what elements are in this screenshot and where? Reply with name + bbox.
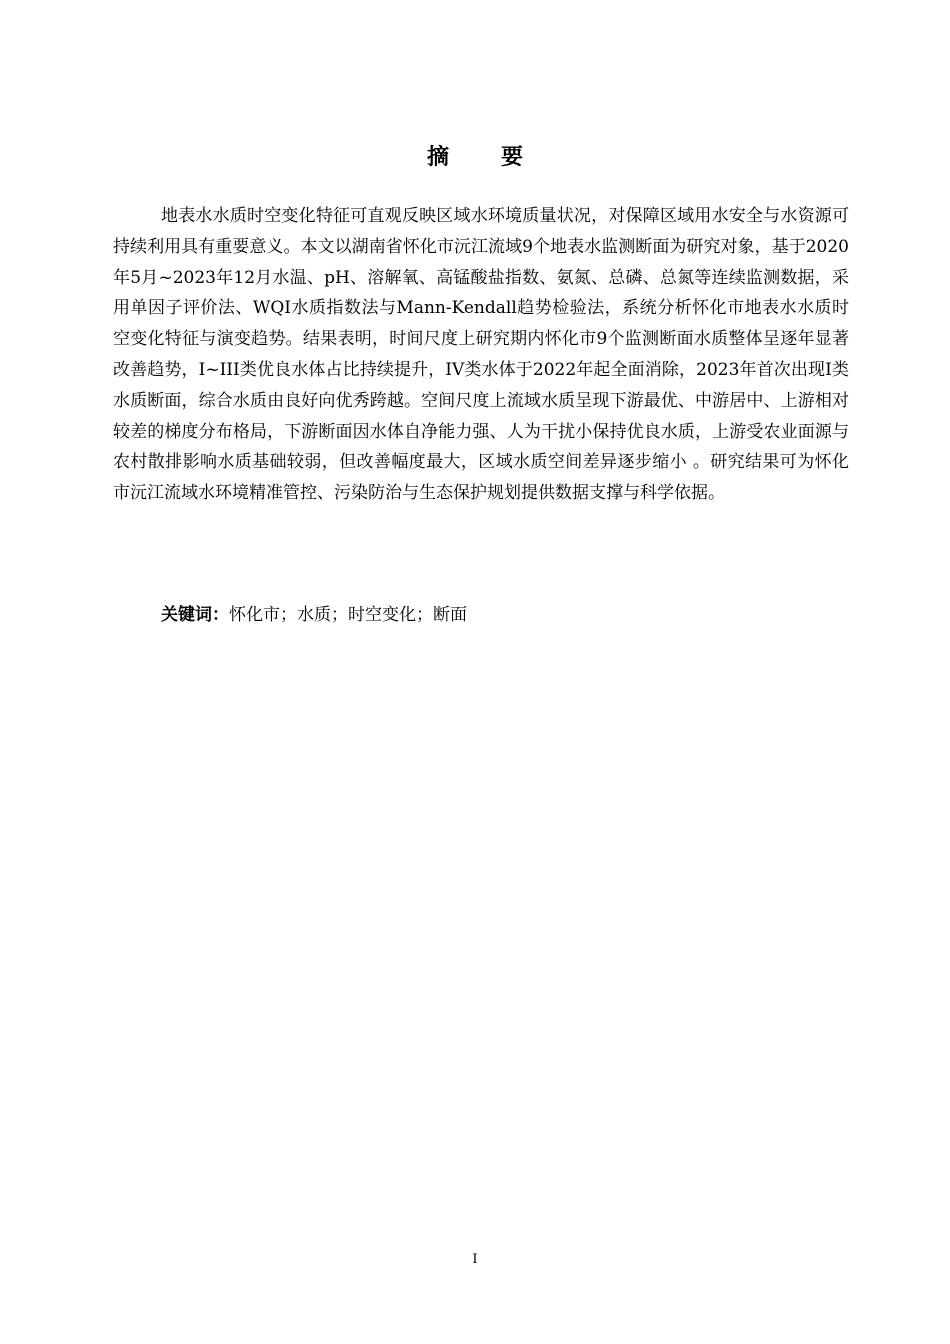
keywords-line — [161, 600, 467, 630]
keywords-label: 关键词： — [161, 605, 229, 625]
page-number: I — [472, 1252, 478, 1267]
keywords-value: 怀化市；水质；时空变化；断面 — [229, 605, 467, 625]
abstract-body: 地表水水质时空变化特征可直观反映区域水环境质量状况，对保障区域用水安全与水资源可持续利用具有重要意义。本文以湖南省怀化市沅江流域9个地表水监测断面为研究对象，基于2020年5月~2023年12月水温、pH、溶解氧、高锰酸盐指数、氨氮、总磷、总氮等连续监测数据，采用单因子评价法、WQI水质指数法与Mann-Kendall趋势检验法，系统分析怀化市地表水水质时空变化特征与演变趋势。结果表明，时间尺度上研究期内怀化市9个监测断面水质整体呈逐年显著改善趋势，I~III类优良水体占比持续提升，IV类水体于2022年起全面消除，2023年首次出现I类水质断面，综合水质由良好向优秀跨越。空间尺度上流域水质呈现下游最优、中游居中、上游相对较差的梯度分布格局，下游断面因水体自净能力强、人为干扰小保持优良水质，上游受农业面源与农村散排影响水质基础较弱，但改善幅度最大，区域水质空间差异逐步缩小 。研究结果可为怀化市沅江流域水环境精准管控、污染防治与生态保护规划提供数据支撑与科学依据。 — [113, 206, 849, 504]
abstract-title: 摘要 — [426, 145, 575, 170]
